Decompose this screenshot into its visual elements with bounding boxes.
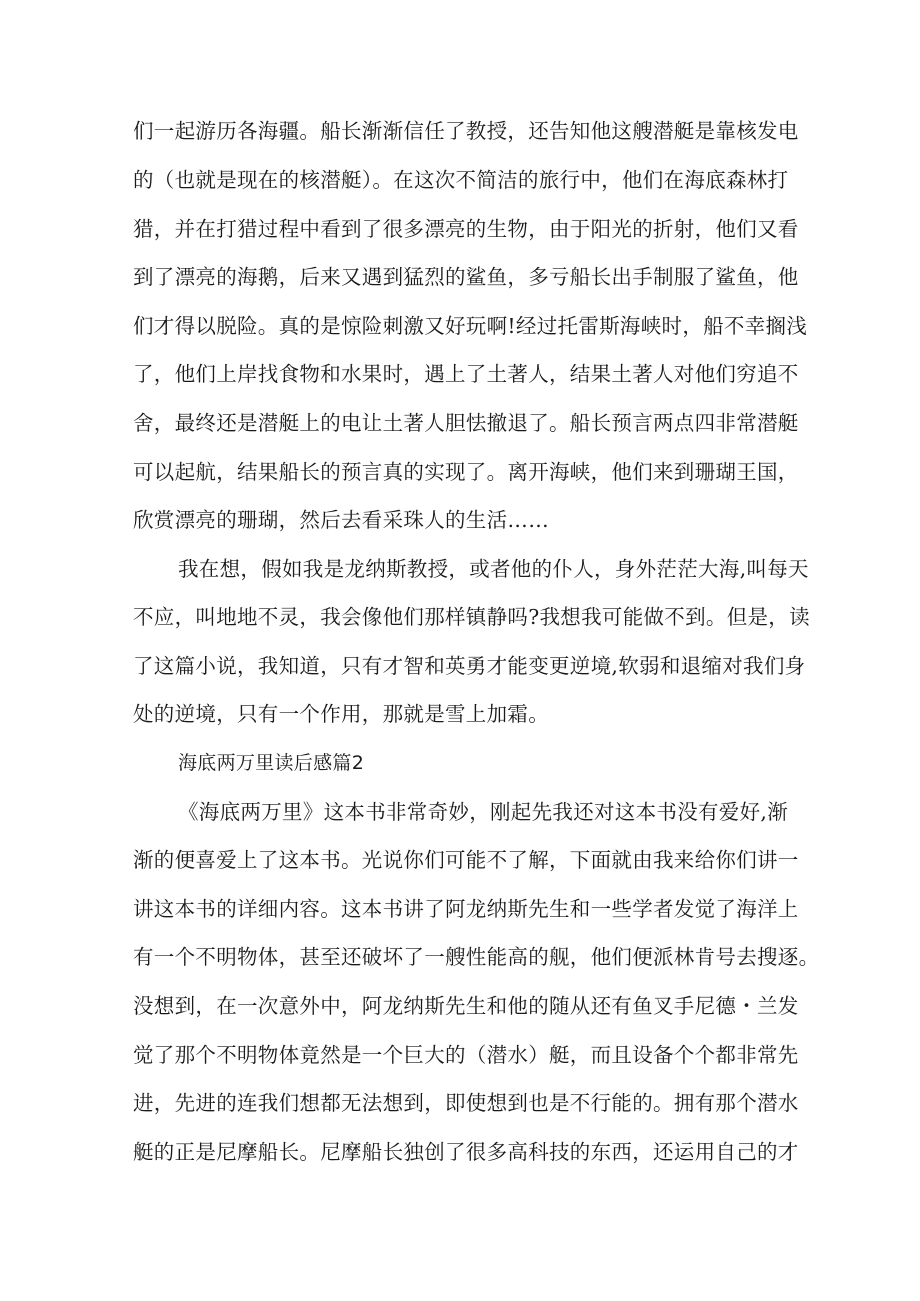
text-line: 舍，最终还是潜艇上的电让土著人胆怯撤退了。船长预言两点四非常潜艇 bbox=[133, 411, 799, 435]
text-line: 有一个不明物体，甚至还破坏了一艘性能高的舰，他们便派林肯号去搜逐。 bbox=[133, 945, 820, 969]
text-line: 可以起航，结果船长的预言真的实现了。离开海峡，他们来到珊瑚王国， bbox=[133, 460, 799, 484]
text-line: 讲这本书的详细内容。这本书讲了阿龙纳斯先生和一些学者发觉了海洋上 bbox=[133, 897, 799, 921]
text-line: 我在想，假如我是龙纳斯教授，或者他的仆人，身外茫茫大海,叫每天 bbox=[178, 557, 809, 581]
text-line: 进，先进的连我们想都无法想到，即使想到也是不行能的。拥有那个潜水 bbox=[133, 1091, 799, 1115]
text-line: 处的逆境，只有一个作用，那就是雪上加霜。 bbox=[133, 702, 549, 726]
text-line: 艇的正是尼摩船长。尼摩船长独创了很多高科技的东西，还运用自己的才 bbox=[133, 1140, 799, 1164]
text-line: 猎，并在打猎过程中看到了很多漂亮的生物，由于阳光的折射，他们又看 bbox=[133, 217, 799, 241]
text-line: 的（也就是现在的核潜艇）。在这次不简洁的旅行中，他们在海底森林打 bbox=[133, 168, 789, 192]
section-heading: 海底两万里读后感篇2 bbox=[178, 752, 365, 774]
text-line: 们一起游历各海疆。船长渐渐信任了教授，还告知他这艘潜艇是靠核发电 bbox=[133, 119, 799, 143]
text-line: 欣赏漂亮的珊瑚，然后去看采珠人的生活…… bbox=[133, 508, 549, 532]
text-line: 觉了那个不明物体竟然是一个巨大的（潜水）艇，而且设备个个都非常先 bbox=[133, 1043, 799, 1067]
text-line: 《海底两万里》这本书非常奇妙，刚起先我还对这本书没有爱好,渐 bbox=[178, 800, 789, 824]
text-line: 们才得以脱险。真的是惊险刺激又好玩啊!经过托雷斯海峡时，船不幸搁浅 bbox=[133, 314, 808, 338]
text-line: 到了漂亮的海鹅，后来又遇到猛烈的鲨鱼，多亏船长出手制服了鲨鱼，他 bbox=[133, 265, 799, 289]
text-line: 渐的便喜爱上了这本书。光说你们可能不了解，下面就由我来给你们讲一 bbox=[133, 848, 799, 872]
text-line: 没想到，在一次意外中，阿龙纳斯先生和他的随从还有鱼叉手尼德・兰发 bbox=[133, 994, 799, 1018]
text-line: 了这篇小说，我知道，只有才智和英勇才能变更逆境,软弱和退缩对我们身 bbox=[133, 654, 806, 678]
text-line: 了，他们上岸找食物和水果时，遇上了土著人，结果土著人对他们穷追不 bbox=[133, 362, 799, 386]
text-line: 不应，叫地地不灵，我会像他们那样镇静吗?我想我可能做不到。但是，读 bbox=[133, 605, 810, 629]
